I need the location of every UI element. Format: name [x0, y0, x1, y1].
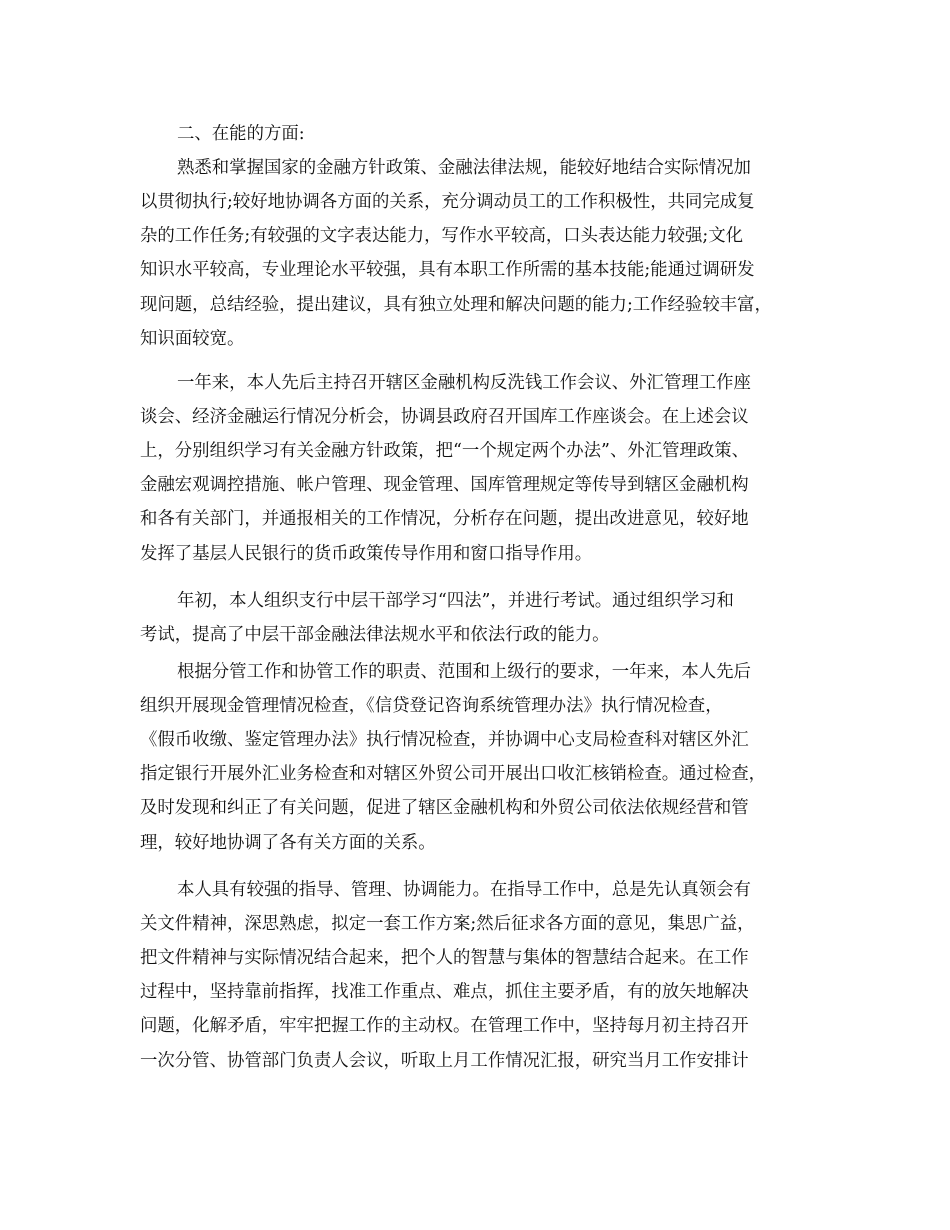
paragraph-line — [0, 941, 950, 975]
line-text: 考试，提高了中层干部金融法律法规水平和依法行政的能力。 — [140, 625, 610, 645]
paragraph-line — [0, 366, 950, 400]
paragraph-line — [0, 618, 950, 652]
line-text: 及时发现和纠正了有关问题，促进了辖区金融机构和外贸公司依法依规经营和管 — [140, 798, 749, 818]
line-text: 《假币收缴、鉴定管理办法》执行情况检查，并协调中心支局检查科对辖区外汇 — [140, 730, 749, 750]
line-text: 知识面较宽。 — [140, 329, 245, 349]
line-text: 知识水平较高，专业理论水平较强，具有本职工作所需的基本技能;能通过调研发 — [140, 260, 755, 280]
line-text: 根据分管工作和协管工作的职责、范围和上级行的要求，一年来，本人先后 — [177, 662, 751, 682]
paragraph-line — [0, 219, 950, 253]
paragraph-line — [0, 434, 950, 468]
line-text: 本人具有较强的指导、管理、协调能力。在指导工作中，总是先认真领会有 — [177, 880, 751, 900]
line-text: 杂的工作任务;有较强的文字表达能力，写作水平较高，口头表达能力较强;文化 — [140, 226, 744, 246]
paragraph-line — [0, 537, 950, 571]
paragraph-line — [0, 468, 950, 502]
paragraph-line — [0, 655, 950, 689]
line-text: 上，分别组织学习有关金融方针政策，把“一个规定两个办法”、外汇管理政策、 — [140, 441, 750, 461]
paragraph-line — [0, 185, 950, 219]
paragraph-line — [0, 253, 950, 287]
section-heading-line — [0, 117, 950, 151]
paragraph-line — [0, 907, 950, 941]
paragraph-line — [0, 584, 950, 618]
line-text: 金融宏观调控措施、帐户管理、现金管理、国库管理规定等传导到辖区金融机构 — [140, 475, 749, 495]
paragraph-line — [0, 502, 950, 536]
line-text: 指定银行开展外汇业务检查和对辖区外贸公司开展出口收汇核销检查。通过检查， — [140, 764, 767, 784]
line-text: 熟悉和掌握国家的金融方针政策、金融法律法规，能较好地结合实际情况加 — [177, 158, 751, 178]
section-heading: 二、在能的方面: — [177, 124, 305, 144]
paragraph-line — [0, 826, 950, 860]
paragraph-line — [0, 400, 950, 434]
line-text: 年初，本人组织支行中层干部学习“四法”，并进行考试。通过组织学习和 — [177, 591, 734, 611]
paragraph-line — [0, 151, 950, 185]
line-text: 发挥了基层人民银行的货币政策传导作用和窗口指导作用。 — [140, 544, 593, 564]
paragraph-line — [0, 873, 950, 907]
line-text: 一年来，本人先后主持召开辖区金融机构反洗钱工作会议、外汇管理工作座 — [177, 373, 751, 393]
paragraph-line — [0, 288, 950, 322]
line-text: 和各有关部门，并通报相关的工作情况，分析存在问题，提出改进意见，较好地 — [140, 509, 749, 529]
paragraph-line — [0, 757, 950, 791]
line-text: 以贯彻执行;较好地协调各方面的关系，充分调动员工的工作积极性，共同完成复 — [140, 192, 755, 212]
paragraph-line — [0, 1009, 950, 1043]
paragraph-line — [0, 322, 950, 356]
paragraph-line — [0, 689, 950, 723]
line-text: 谈会、经济金融运行情况分析会，协调县政府召开国库工作座谈会。在上述会议 — [140, 407, 749, 427]
line-text: 组织开展现金管理情况检查，《信贷登记咨询系统管理办法》执行情况检查， — [140, 696, 723, 716]
paragraph-line — [0, 791, 950, 825]
paragraph-line — [0, 1044, 950, 1078]
line-text: 把文件精神与实际情况结合起来，把个人的智慧与集体的智慧结合起来。在工作 — [140, 948, 749, 968]
line-text: 关文件精神，深思熟虑，拟定一套工作方案;然后征求各方面的意见，集思广益， — [140, 914, 755, 934]
line-text: 问题，化解矛盾，牢牢把握工作的主动权。在管理工作中，坚持每月初主持召开 — [140, 1016, 749, 1036]
paragraph-line — [0, 723, 950, 757]
line-text: 理，较好地协调了各有关方面的关系。 — [140, 833, 436, 853]
line-text: 一次分管、协管部门负责人会议，听取上月工作情况汇报，研究当月工作安排计 — [140, 1051, 749, 1071]
paragraph-line — [0, 975, 950, 1009]
line-text: 现问题，总结经验，提出建议，具有独立处理和解决问题的能力;工作经验较丰富， — [140, 295, 772, 315]
line-text: 过程中，坚持靠前指挥，找准工作重点、难点，抓住主要矛盾，有的放矢地解决 — [140, 982, 749, 1002]
